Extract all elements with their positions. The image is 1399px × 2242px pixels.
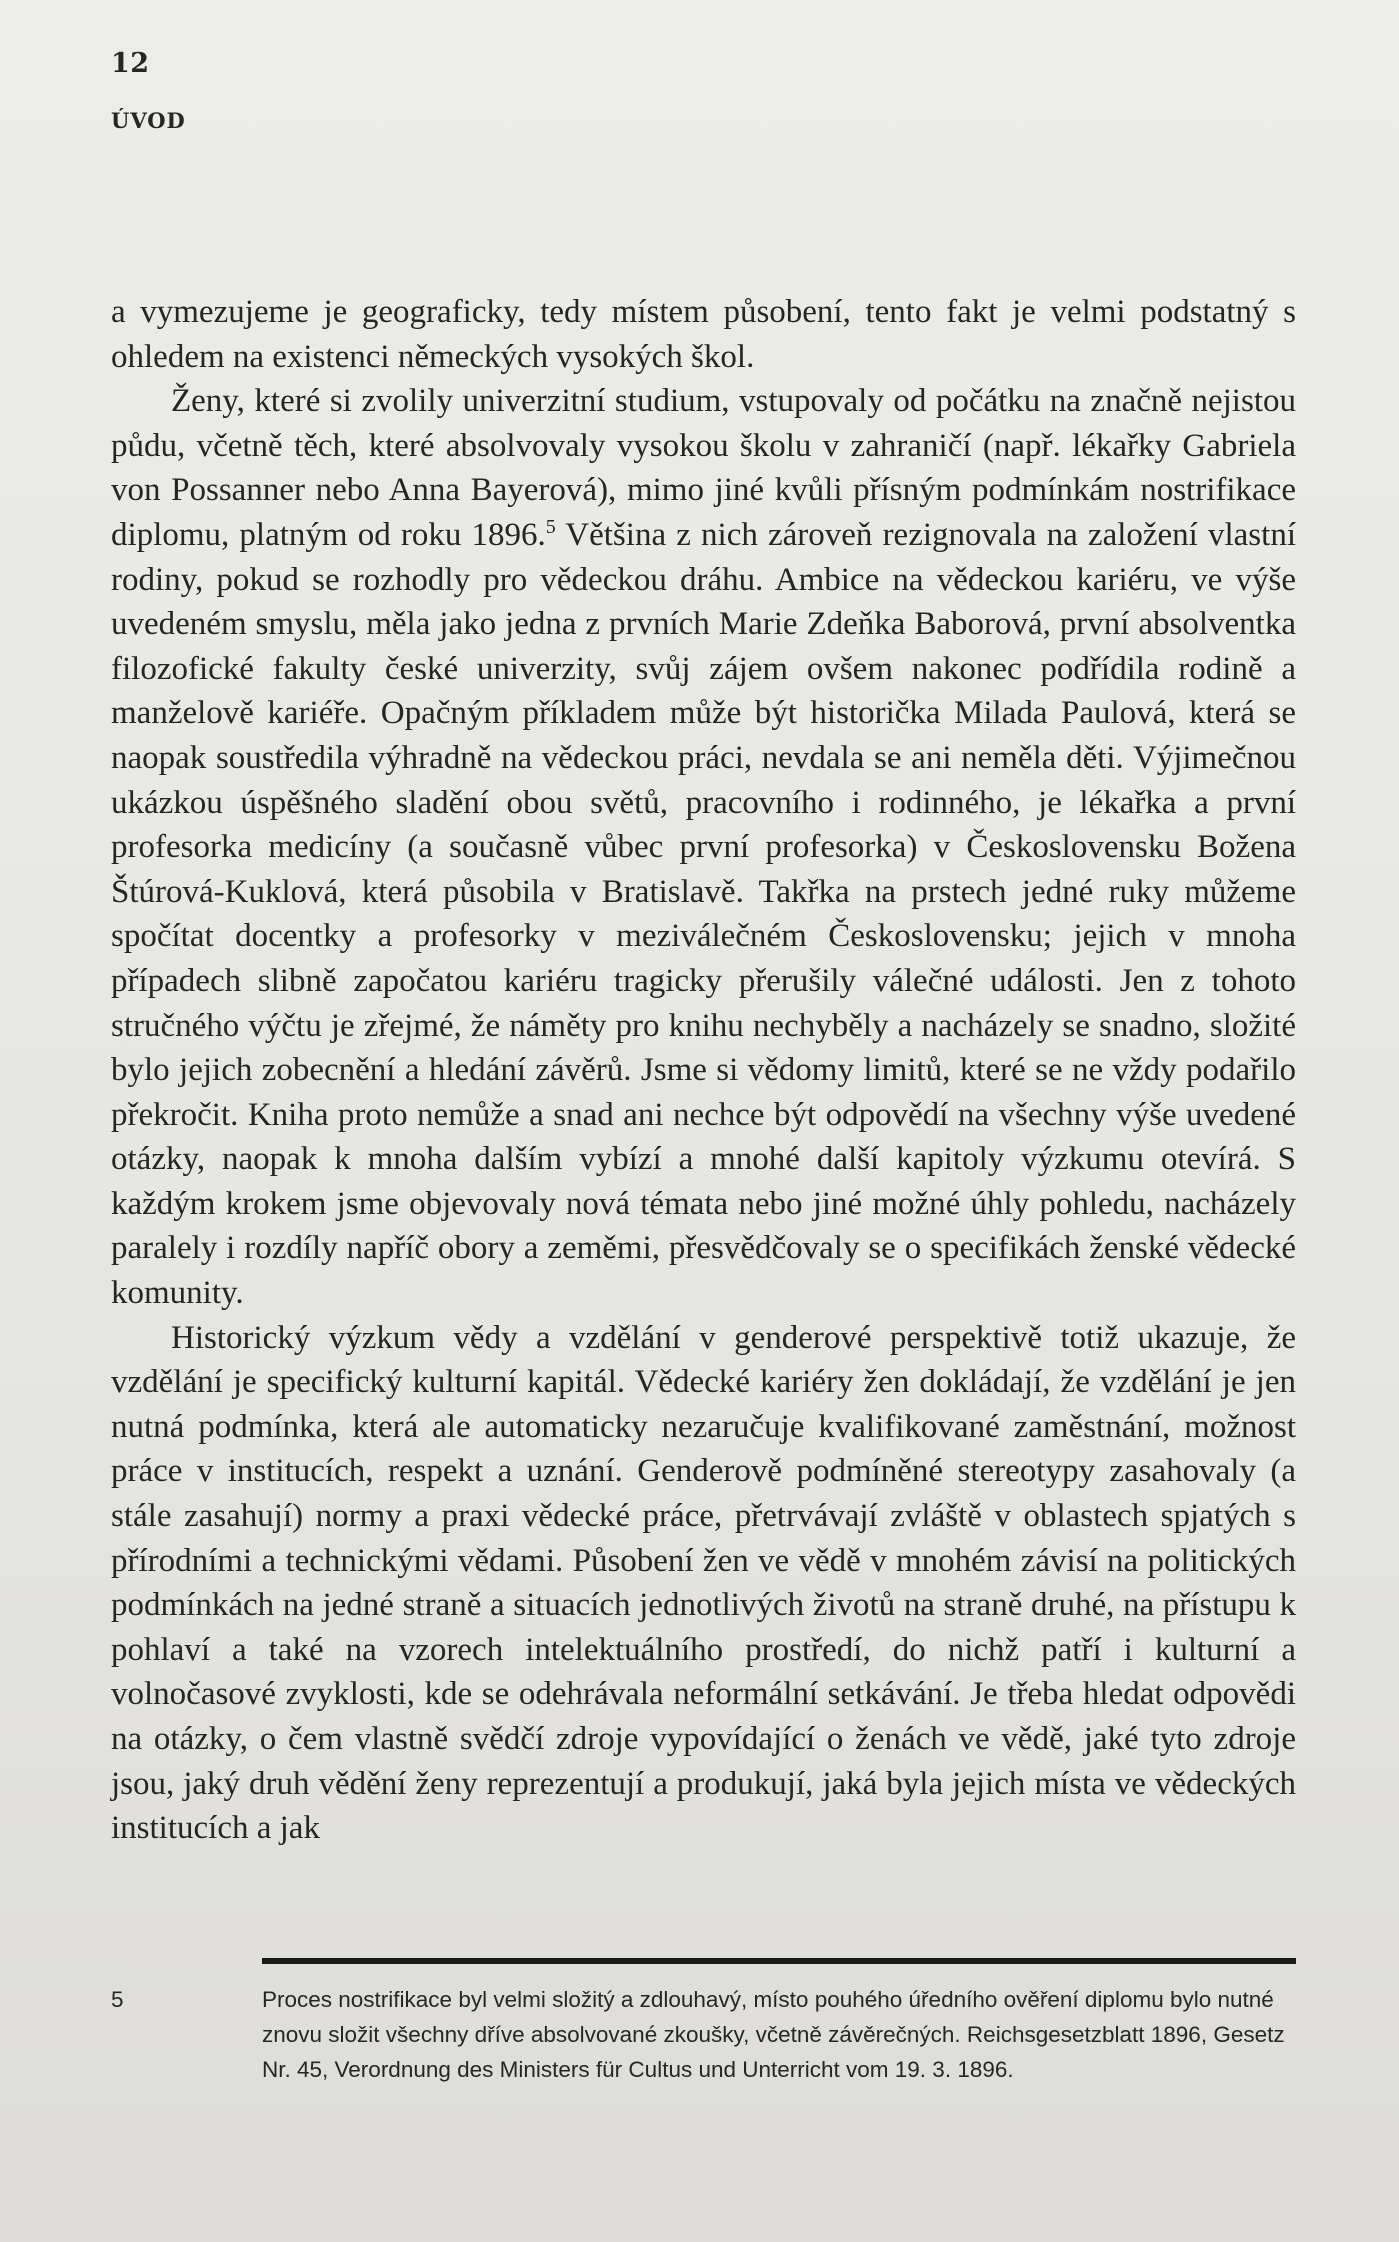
- paragraph-2-text-before: Ženy, které si zvolily univerzitní studium, vstupovaly od počátku na značně nejistou půdu, včetně těch, které absolvovaly vysokou školu v zahraničí (např. lékařky Gabriela von Possanner nebo Anna Bayerová), mimo jiné kvůli přísným podmínkám nostrifikace diplomu, platným od roku 1896.: [111, 383, 1296, 553]
- footnote: [111, 1982, 1296, 2087]
- footnote-number: 5: [111, 1987, 124, 2012]
- paragraph-2: [111, 379, 1296, 1315]
- paragraph-1: a vymezujeme je geograficky, tedy místem působení, tento fakt je velmi podstatný s ohledem na existenci německých vysokých škol.: [111, 294, 1296, 375]
- footnote-reference: 5: [545, 515, 556, 538]
- footnote-text: Proces nostrifikace byl velmi složitý a zdlouhavý, místo pouhého úředního ověření diplomu bylo nutné znovu složit všechny dříve absolvované zkoušky, včetně závěrečných. Reichsgesetzblatt 1896, Gesetz Nr. 45, Verordnung des Ministers für Cultus und Unterricht vom 19. 3. 1896.: [262, 1987, 1285, 2082]
- running-head: ÚVOD: [111, 108, 186, 133]
- page-number: 12: [111, 48, 150, 79]
- paragraph-2-text-after: Většina z nich zároveň rezignovala na založení vlastní rodiny, pokud se rozhodly pro vědeckou dráhu. Ambice na vědeckou kariéru, ve výše uvedeném smyslu, měla jako jedna z prvních Marie Zdeňka Baborová, první absolventka filozofické fakulty české univerzity, svůj zájem ovšem nakonec podřídila rodině a manželově kariéře. Opačným příkladem může být historička Milada Paulová, která se naopak soustředila výhradně na vědeckou práci, nevdala se ani neměla děti. Výjimečnou ukázkou úspěšného sladění obou světů, pracovního i rodinného, je lékařka a první profesorka medicíny (a současně vůbec první profesorka) v Československu Božena Štúrová-Kuklová, která působila v Bratislavě. Takřka na prstech jedné ruky můžeme spočítat docentky a profesorky v meziválečném Československu; jejich v mnoha případech slibně započatou kariéru tragicky přerušily válečné události. Jen z tohoto stručného výčtu je zřejmé, že náměty pro knihu nechyběly a nacházely se snadno, složité bylo jejich zobecnění a hledání závěrů. Jsme si vědomy limitů, které se ne vždy podařilo překročit. Kniha proto nemůže a snad ani nechce být odpovědí na všechny výše uvedené otázky, naopak k mnoha dalším vybízí a mnohé další kapitoly výzkumu otevírá. S každým krokem jsme objevovaly nová témata nebo jiné možné úhly pohledu, nacházely paralely i rozdíly napříč obory a zeměmi, přesvědčovaly se o specifikách ženské vědecké komunity.: [111, 516, 1296, 1312]
- paragraph-3: Historický výzkum vědy a vzdělání v genderové perspektivě totiž ukazuje, že vzdělání je specifický kulturní kapitál. Vědecké kariéry žen dokládají, že vzdělání je jen nutná podmínka, která ale automaticky nezaručuje kvalifikované zaměstnání, možnost práce v institucích, respekt a uznání. Genderově podmíněné stereotypy zasahovaly (a stále zasahují) normy a praxi vědecké práce, přetrvávají zvláště v oblastech spjatých s přírodními a technickými vědami. Působení žen ve vědě v mnohém závisí na politických podmínkách na jedné straně a situacích jednotlivých životů na straně druhé, na přístupu k pohlaví a také na vzorech intelektuálního prostředí, do nichž patří i kulturní a volnočasové zvyklosti, kde se odehrávala neformální setkávání. Je třeba hledat odpovědi na otázky, o čem vlastně svědčí zdroje vypovídající o ženách ve vědě, jaké tyto zdroje jsou, jaký druh vědění ženy reprezentují a produkují, jaká byla jejich místa ve vědeckých institucích a jak: [111, 1319, 1296, 1847]
- footnote-divider: [262, 1958, 1296, 1964]
- body-text: [111, 290, 1296, 1851]
